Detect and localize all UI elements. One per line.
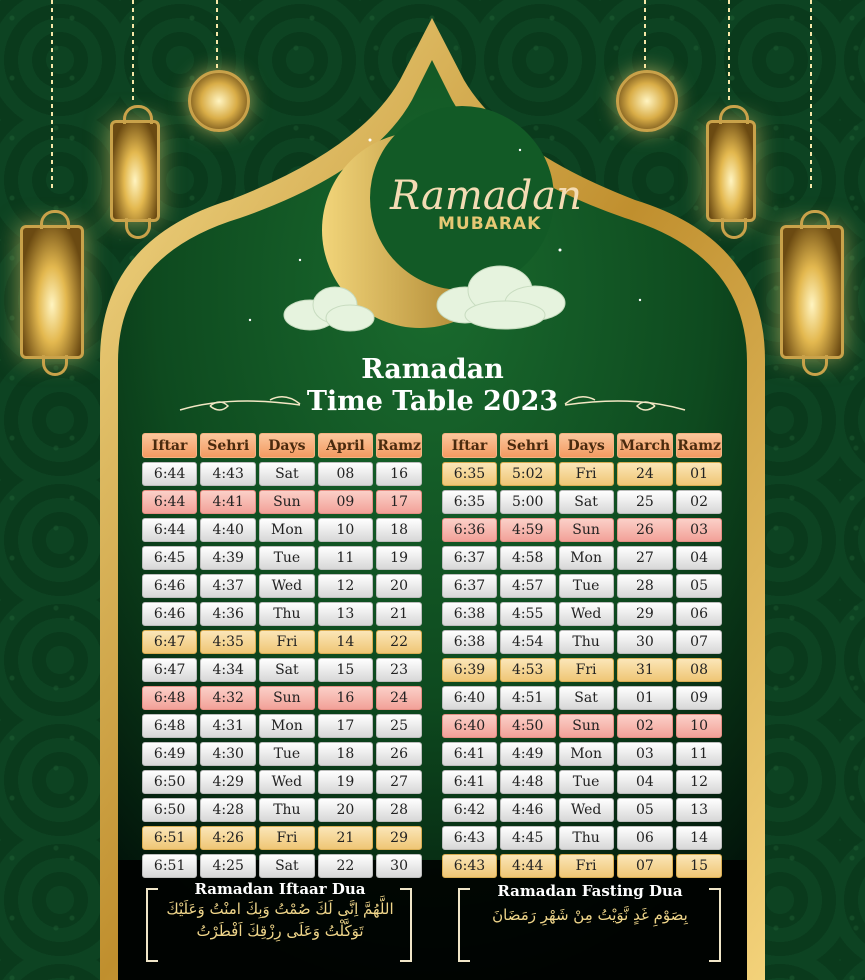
table-cell: 5:02 [500,462,556,486]
table-cell: 30 [617,630,674,654]
iftaar-dua-line-2: تَوَكَّلْتُ وَعَلَى رِزْقِكَ اَفْطَرْتُ [196,922,364,940]
table-cell: 05 [617,798,674,822]
table-cell: Sun [559,714,614,738]
table-cell: 6:38 [442,630,497,654]
table-cell: 07 [617,854,674,878]
table-row [142,462,422,486]
table-row [142,546,422,570]
table-cell: 28 [376,798,422,822]
table-cell: 6:47 [142,658,197,682]
table-cell: 08 [318,462,374,486]
table-cell: 6:35 [442,490,497,514]
table-cell: 22 [376,630,422,654]
table-cell: Sat [259,462,314,486]
fasting-dua-title: Ramadan Fasting Dua [497,882,683,900]
table-cell: 25 [617,490,674,514]
table-cell: 4:59 [500,518,556,542]
table-cell: 12 [318,574,374,598]
title-line-1: Ramadan [361,354,504,385]
table-cell: 11 [676,742,722,766]
table-cell: Mon [559,546,614,570]
table-cell: 18 [376,518,422,542]
table-cell: 08 [676,658,722,682]
table-cell: 15 [318,658,374,682]
table-row [142,826,422,850]
table-cell: Thu [259,798,314,822]
table-cell: 6:45 [142,546,197,570]
table-cell: 12 [676,770,722,794]
column-header: April [318,433,374,458]
table-cell: 19 [318,770,374,794]
title-line-2: Time Table 2023 [306,386,559,417]
table-cell: Mon [559,742,614,766]
table-cell: 4:34 [200,658,256,682]
table-cell: 02 [676,490,722,514]
table-row [442,602,722,626]
table-cell: 17 [376,490,422,514]
table-cell: 4:37 [200,574,256,598]
column-header: Iftar [442,433,497,458]
table-cell: 4:32 [200,686,256,710]
table-cell: 06 [617,826,674,850]
table-cell: 03 [617,742,674,766]
table-row [142,798,422,822]
table-cell: 4:30 [200,742,256,766]
table-cell: 6:35 [442,462,497,486]
table-cell: 4:40 [200,518,256,542]
fasting-dua-line-1: بِصَوْمِ غَدٍ نَّوَيْتُ مِنْ شَهْرِ رَمَضَانَ [492,906,688,924]
table-cell: 25 [376,714,422,738]
table-cell: Sat [559,686,614,710]
table-cell: 4:26 [200,826,256,850]
iftaar-dua [160,880,400,942]
table-cell: Mon [259,518,314,542]
table-cell: 17 [318,714,374,738]
table-cell: 4:53 [500,658,556,682]
table-row [142,602,422,626]
table-cell: 4:57 [500,574,556,598]
iftaar-dua-line-1: اللَّهُمَّ اِنَّى لَكَ صُمْتُ وَبِكَ امنْتُ وَعَلَيْكَ [166,900,394,918]
table-cell: 4:55 [500,602,556,626]
table-cell: 6:51 [142,826,197,850]
table-cell: 4:54 [500,630,556,654]
table-cell: Sun [259,686,314,710]
table-cell: 4:48 [500,770,556,794]
table-cell: 6:44 [142,490,197,514]
table-cell: Sat [259,854,314,878]
table-cell: Tue [259,546,314,570]
table-cell: 04 [617,770,674,794]
table-cell: 4:45 [500,826,556,850]
table-cell: 4:35 [200,630,256,654]
table-row [142,770,422,794]
table-cell: 05 [676,574,722,598]
table-cell: 14 [676,826,722,850]
table-cell: 28 [617,574,674,598]
table-row [142,686,422,710]
table-cell: 20 [376,574,422,598]
table-cell: 6:43 [442,826,497,850]
table-row [142,854,422,878]
table-cell: Fri [559,658,614,682]
table-row [442,574,722,598]
dua-bracket-right-right [709,888,721,962]
page-title [0,354,865,418]
table-cell: 01 [617,686,674,710]
table-cell: Sun [259,490,314,514]
table-cell: 6:51 [142,854,197,878]
table-cell: 6:44 [142,518,197,542]
table-cell: Fri [559,854,614,878]
table-cell: Wed [559,798,614,822]
table-cell: Tue [259,742,314,766]
table-row [142,742,422,766]
table-cell: 13 [318,602,374,626]
table-cell: 4:44 [500,854,556,878]
table-cell: 6:40 [442,686,497,710]
table-cell: 15 [676,854,722,878]
table-cell: 4:43 [200,462,256,486]
table-cell: Mon [259,714,314,738]
table-cell: 6:47 [142,630,197,654]
table-cell: 14 [318,630,374,654]
table-cell: Wed [559,602,614,626]
table-cell: 4:39 [200,546,256,570]
table-cell: 20 [318,798,374,822]
table-cell: Fri [259,826,314,850]
column-header: Ramz [676,433,722,458]
table-cell: 4:49 [500,742,556,766]
iftaar-dua-title: Ramadan Iftaar Dua [194,880,366,898]
table-cell: 6:39 [442,658,497,682]
table-cell: Fri [259,630,314,654]
table-cell: 21 [376,602,422,626]
table-cell: 6:49 [142,742,197,766]
table-cell: 06 [676,602,722,626]
table-cell: 6:38 [442,602,497,626]
table-cell: 04 [676,546,722,570]
table-row [442,462,722,486]
table-cell: 24 [617,462,674,486]
table-row [442,770,722,794]
table-cell: 6:42 [442,798,497,822]
table-cell: Sat [559,490,614,514]
table-cell: 01 [676,462,722,486]
table-row [442,546,722,570]
table-cell: 4:25 [200,854,256,878]
left-timetable [139,429,425,882]
table-row [442,686,722,710]
table-cell: 4:29 [200,770,256,794]
table-cell: 4:51 [500,686,556,710]
table-cell: 5:00 [500,490,556,514]
table-cell: 4:36 [200,602,256,626]
dua-bracket-left-right [400,888,412,962]
column-header: Days [559,433,614,458]
table-cell: Fri [559,462,614,486]
table-cell: 6:48 [142,686,197,710]
table-row [142,490,422,514]
column-header: Ramz [376,433,422,458]
banner-script: Ramadan [390,173,582,219]
table-row [442,518,722,542]
table-cell: Tue [559,574,614,598]
table-cell: 27 [617,546,674,570]
banner-subtitle: MUBARAK [438,214,542,234]
table-cell: 24 [376,686,422,710]
table-cell: 4:41 [200,490,256,514]
table-header-row [442,433,722,458]
column-header: Days [259,433,314,458]
table-cell: Thu [559,630,614,654]
table-cell: 26 [617,518,674,542]
table-cell: Thu [559,826,614,850]
table-cell: 4:50 [500,714,556,738]
table-cell: 6:46 [142,602,197,626]
column-header: Iftar [142,433,197,458]
table-row [142,714,422,738]
table-cell: 6:44 [142,462,197,486]
table-cell: 29 [617,602,674,626]
table-cell: 26 [376,742,422,766]
table-cell: 19 [376,546,422,570]
dua-bracket-right [458,888,470,962]
table-cell: 21 [318,826,374,850]
table-row [442,630,722,654]
table-cell: Sun [559,518,614,542]
table-cell: 6:41 [442,770,497,794]
table-cell: 22 [318,854,374,878]
table-cell: 02 [617,714,674,738]
table-cell: 4:46 [500,798,556,822]
column-header: Sehri [500,433,556,458]
table-cell: 6:48 [142,714,197,738]
table-cell: 09 [676,686,722,710]
table-cell: 09 [318,490,374,514]
table-cell: 6:36 [442,518,497,542]
table-header-row [142,433,422,458]
table-cell: 6:43 [442,854,497,878]
table-cell: 10 [676,714,722,738]
table-cell: Wed [259,574,314,598]
table-cell: 29 [376,826,422,850]
table-row [442,714,722,738]
table-row [142,630,422,654]
table-cell: 6:50 [142,798,197,822]
table-cell: 6:40 [442,714,497,738]
table-cell: 11 [318,546,374,570]
table-row [442,658,722,682]
table-cell: Wed [259,770,314,794]
table-row [442,490,722,514]
table-cell: 07 [676,630,722,654]
table-row [142,658,422,682]
table-cell: 18 [318,742,374,766]
table-cell: 03 [676,518,722,542]
table-cell: Thu [259,602,314,626]
table-row [442,742,722,766]
column-header: Sehri [200,433,256,458]
table-cell: 16 [318,686,374,710]
table-cell: 27 [376,770,422,794]
dua-bracket-left [146,888,158,962]
table-row [442,854,722,878]
table-cell: 10 [318,518,374,542]
table-cell: 23 [376,658,422,682]
table-cell: 6:37 [442,546,497,570]
table-cell: 4:28 [200,798,256,822]
table-cell: 4:58 [500,546,556,570]
table-cell: 4:31 [200,714,256,738]
right-timetable [439,429,725,882]
table-cell: 31 [617,658,674,682]
table-row [442,826,722,850]
table-cell: Tue [559,770,614,794]
table-cell: Sat [259,658,314,682]
table-row [142,518,422,542]
table-cell: 30 [376,854,422,878]
table-row [442,798,722,822]
column-header: March [617,433,674,458]
fasting-dua [472,882,708,926]
table-cell: 16 [376,462,422,486]
table-cell: 6:41 [442,742,497,766]
table-cell: 6:37 [442,574,497,598]
table-cell: 13 [676,798,722,822]
table-cell: 6:46 [142,574,197,598]
table-row [142,574,422,598]
table-cell: 6:50 [142,770,197,794]
